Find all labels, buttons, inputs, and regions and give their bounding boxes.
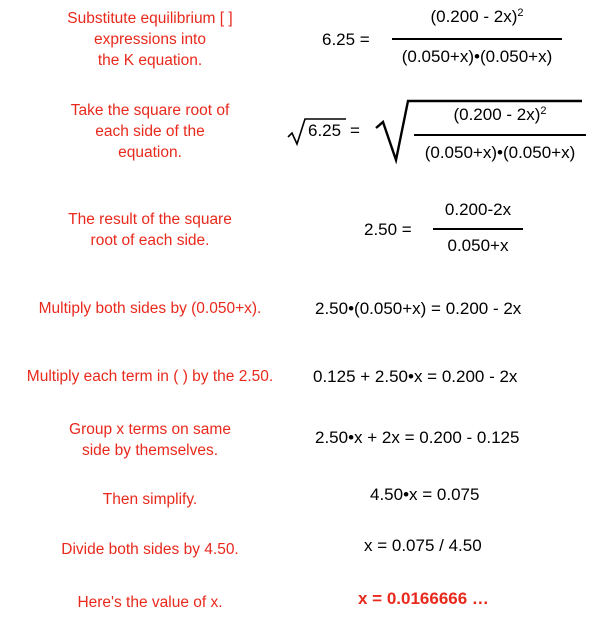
step-7-note <box>40 489 260 510</box>
step-5-equation: 0.125 + 2.50•x = 0.200 - 2x <box>313 367 518 386</box>
step-3-note <box>40 209 260 251</box>
step-7-note-line-1: Then simplify. <box>102 491 198 508</box>
step-5-note <box>10 366 290 387</box>
step-2-numerator-exponent: 2 <box>540 105 547 117</box>
step-9-note <box>40 592 260 613</box>
step-3-fraction-bar <box>433 228 523 230</box>
step-2-note-line-3: equation. <box>118 144 182 161</box>
step-4-note <box>10 298 290 319</box>
step-1-numerator-text: (0.200 - 2x) <box>430 7 518 26</box>
step-1-note-line-2: expressions into <box>93 31 206 48</box>
step-1-numerator-exponent: 2 <box>517 7 524 19</box>
step-6-equation: 2.50•x + 2x = 0.200 - 0.125 <box>315 428 520 447</box>
step-3-note-line-2: root of each side. <box>90 232 210 249</box>
step-8-note-line-1: Divide both sides by 4.50. <box>61 541 239 558</box>
step-3-numerator: 0.200-2x <box>444 200 512 219</box>
step-5-note-line-1: Multiply each term in ( ) by the 2.50. <box>26 368 274 385</box>
step-1-note <box>40 8 260 71</box>
step-2-fraction <box>414 104 586 126</box>
step-6-note-line-1: Group x terms on same <box>69 421 231 438</box>
step-4-equation: 2.50•(0.050+x) = 0.200 - 2x <box>315 299 522 318</box>
step-8-equation: x = 0.075 / 4.50 <box>364 536 482 555</box>
step-1-denominator-wrap <box>392 46 562 68</box>
step-2-denominator: (0.050+x)•(0.050+x) <box>424 143 576 162</box>
step-2-note-line-2: each side of the <box>95 123 205 140</box>
step-2-fraction-bar <box>414 134 586 136</box>
step-9-note-line-1: Here's the value of x. <box>77 594 223 611</box>
step-2-note-line-1: Take the square root of <box>70 102 230 119</box>
step-3-fraction <box>433 199 523 221</box>
step-1-note-line-1: Substitute equilibrium [ ] <box>67 10 233 27</box>
step-2-radicand: 6.25 <box>308 121 342 140</box>
step-3-lhs: 2.50 = <box>364 220 412 239</box>
step-7-equation: 4.50•x = 0.075 <box>370 485 480 504</box>
step-2-lhs-equals: = <box>350 121 360 140</box>
step-4-note-line-1: Multiply both sides by (0.050+x). <box>38 300 262 317</box>
step-1-denominator: (0.050+x)•(0.050+x) <box>401 47 553 66</box>
step-2-note <box>40 100 260 163</box>
step-8-note <box>40 539 260 560</box>
step-6-note <box>40 419 260 461</box>
step-1-fraction-bar <box>392 38 562 40</box>
step-6-note-line-2: side by themselves. <box>81 442 219 459</box>
step-1-numerator <box>392 6 562 28</box>
step-3-denominator-wrap <box>433 235 523 257</box>
step-1-note-line-3: the K equation. <box>97 52 203 69</box>
step-2-denominator-wrap <box>414 142 586 164</box>
step-3-denominator: 0.050+x <box>447 236 509 255</box>
step-1-lhs: 6.25 = <box>322 30 370 49</box>
step-3-note-line-1: The result of the square <box>68 211 232 228</box>
step-2-numerator-text: (0.200 - 2x) <box>453 105 541 124</box>
step-1-fraction <box>392 6 562 28</box>
final-answer: x = 0.0166666 … <box>358 589 489 608</box>
step-2-numerator <box>414 104 586 126</box>
